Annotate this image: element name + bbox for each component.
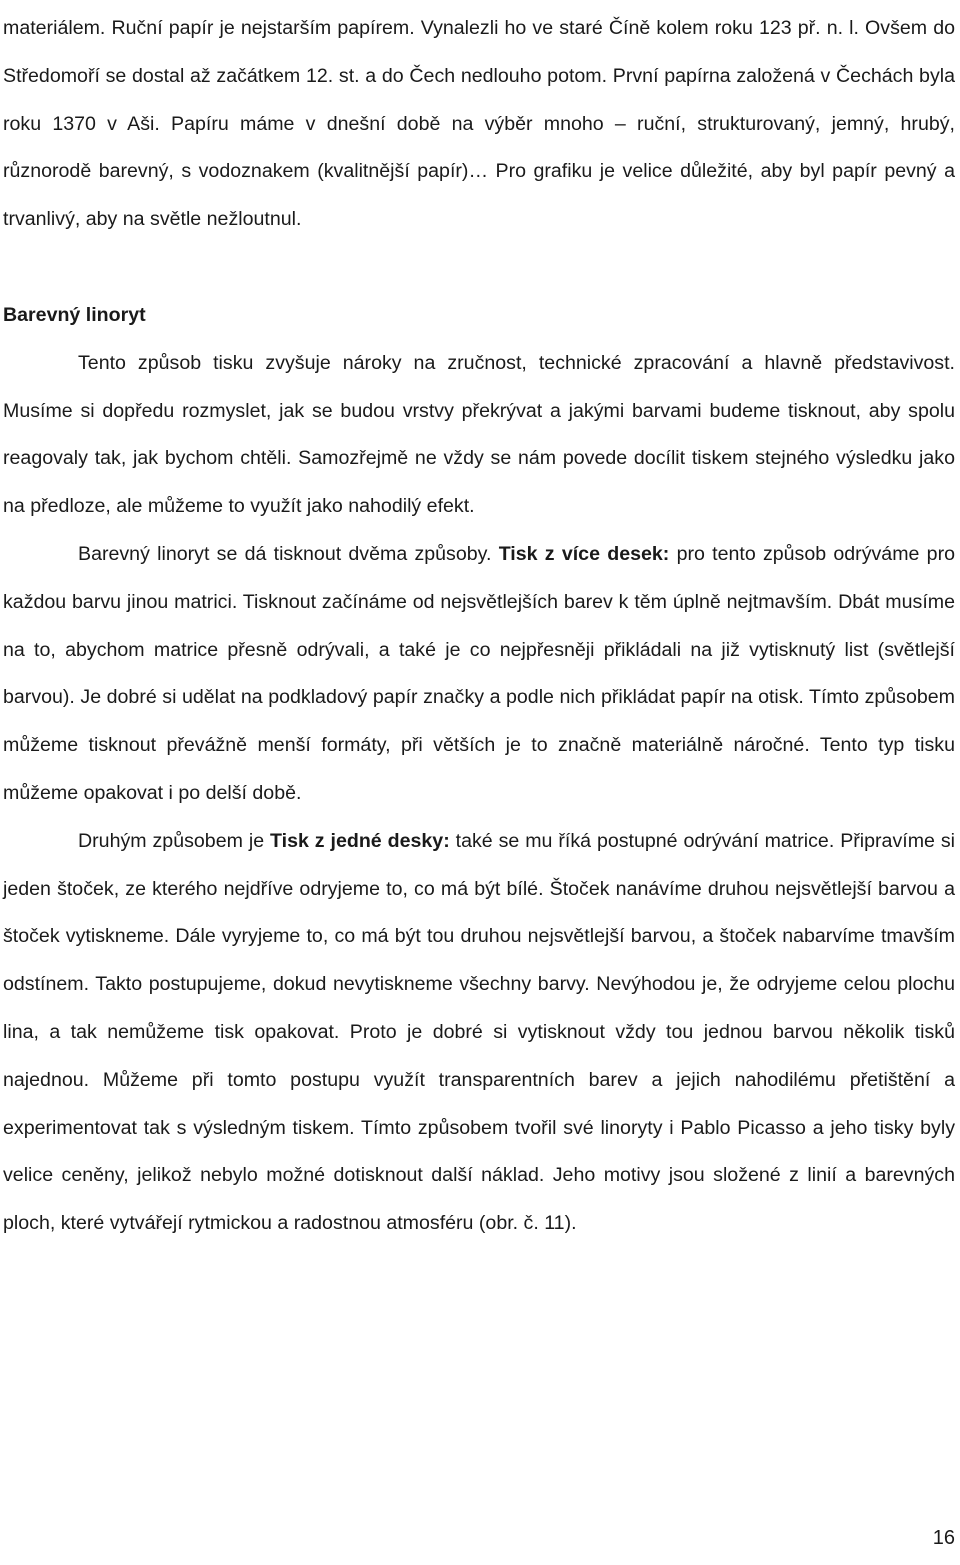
paragraph-2-text-a: Barevný linoryt se dá tisknout dvěma způsoby.	[78, 542, 499, 565]
paragraph-2-bold: Tisk z více desek:	[498, 542, 670, 565]
page-number: 16	[932, 1527, 955, 1549]
paragraph-3	[3, 818, 955, 1248]
paragraph-2	[3, 531, 955, 818]
paragraph-3-text-b: také se mu říká postupné odrývání matrice. Připravíme si jeden štoček, ze kterého nejdříve odryjeme to, co má být bílé. Štoček nanávíme druhou nejsvětlejší barvou a štoček vytiskneme. Dále vyryjeme to, co má být tou druhou nejsvětlejší barvou, a štoček nabarvíme tmavším odstínem. Takto postupujeme, dokud nevytiskneme všechny barvy. Nevýhodou je, že odryjeme celou plochu lina, a tak nemůžeme tisk opakovat. Proto je dobré si vytisknout vždy tou jednou barvou několik tisků najednou. Můžeme při tomto postupu využít transparentních barev a jejich nahodilému přetištění a experimentovat tak s výsledným tiskem. Tímto způsobem tvořil své linoryty i Pablo Picasso a jeho tisky byly velice ceněny, jelikož nebylo možné dotisknout další náklad. Jeho motivy jsou složené z linií a barevných ploch, které vytvářejí rytmickou a radostnou atmosféru (obr. č. 11).	[3, 829, 955, 1235]
paragraph-1: Tento způsob tisku zvyšuje nároky na zručnost, technické zpracování a hlavně představivost. Musíme si dopředu rozmyslet, jak se budou vrstvy překrývat a jakými barvami budeme tisknout, aby spolu reagovaly tak, jak bychom chtěli. Samozřejmě ne vždy se nám povede docílit tiskem stejného výsledku jako na předloze, ale můžeme to využít jako nahodilý efekt.	[3, 351, 955, 518]
intro-paragraph: materiálem. Ruční papír je nejstarším papírem. Vynalezli ho ve staré Číně kolem roku 123 př. n. l. Ovšem do Středomoří se dostal až začátkem 12. st. a do Čech nedlouho potom. První papírna založená v Čechách byla roku 1370 v Aši. Papíru máme v dnešní době na výběr mnoho – ruční, strukturovaný, jemný, hrubý, různorodě barevný, s vodoznakem (kvalitnější papír)… Pro grafiku je velice důležité, aby byl papír pevný a trvanlivý, aby na světle nežloutnul.	[3, 17, 955, 231]
section-heading: Barevný linoryt	[3, 303, 146, 326]
paragraph-2-text-b: pro tento způsob odrýváme pro každou barvu jinou matrici. Tisknout začínáme od nejsvětlejších barev k těm úplně nejtmavším. Dbát musíme na to, abychom matrice přesně odrývali, a také je co nejpřesněji přikládali na již vytisknutý list (světlejší barvou). Je dobré si udělat na podkladový papír značky a podle nich přikládat papír na otisk. Tímto způsobem můžeme tisknout převážně menší formáty, při větších je to značně materiálně náročné. Tento typ tisku můžeme opakovat i po delší době.	[3, 542, 955, 804]
document-page	[3, 0, 955, 1248]
paragraph-3-bold: Tisk z jedné desky:	[270, 829, 450, 852]
paragraph-3-text-a: Druhým způsobem je	[78, 829, 271, 852]
